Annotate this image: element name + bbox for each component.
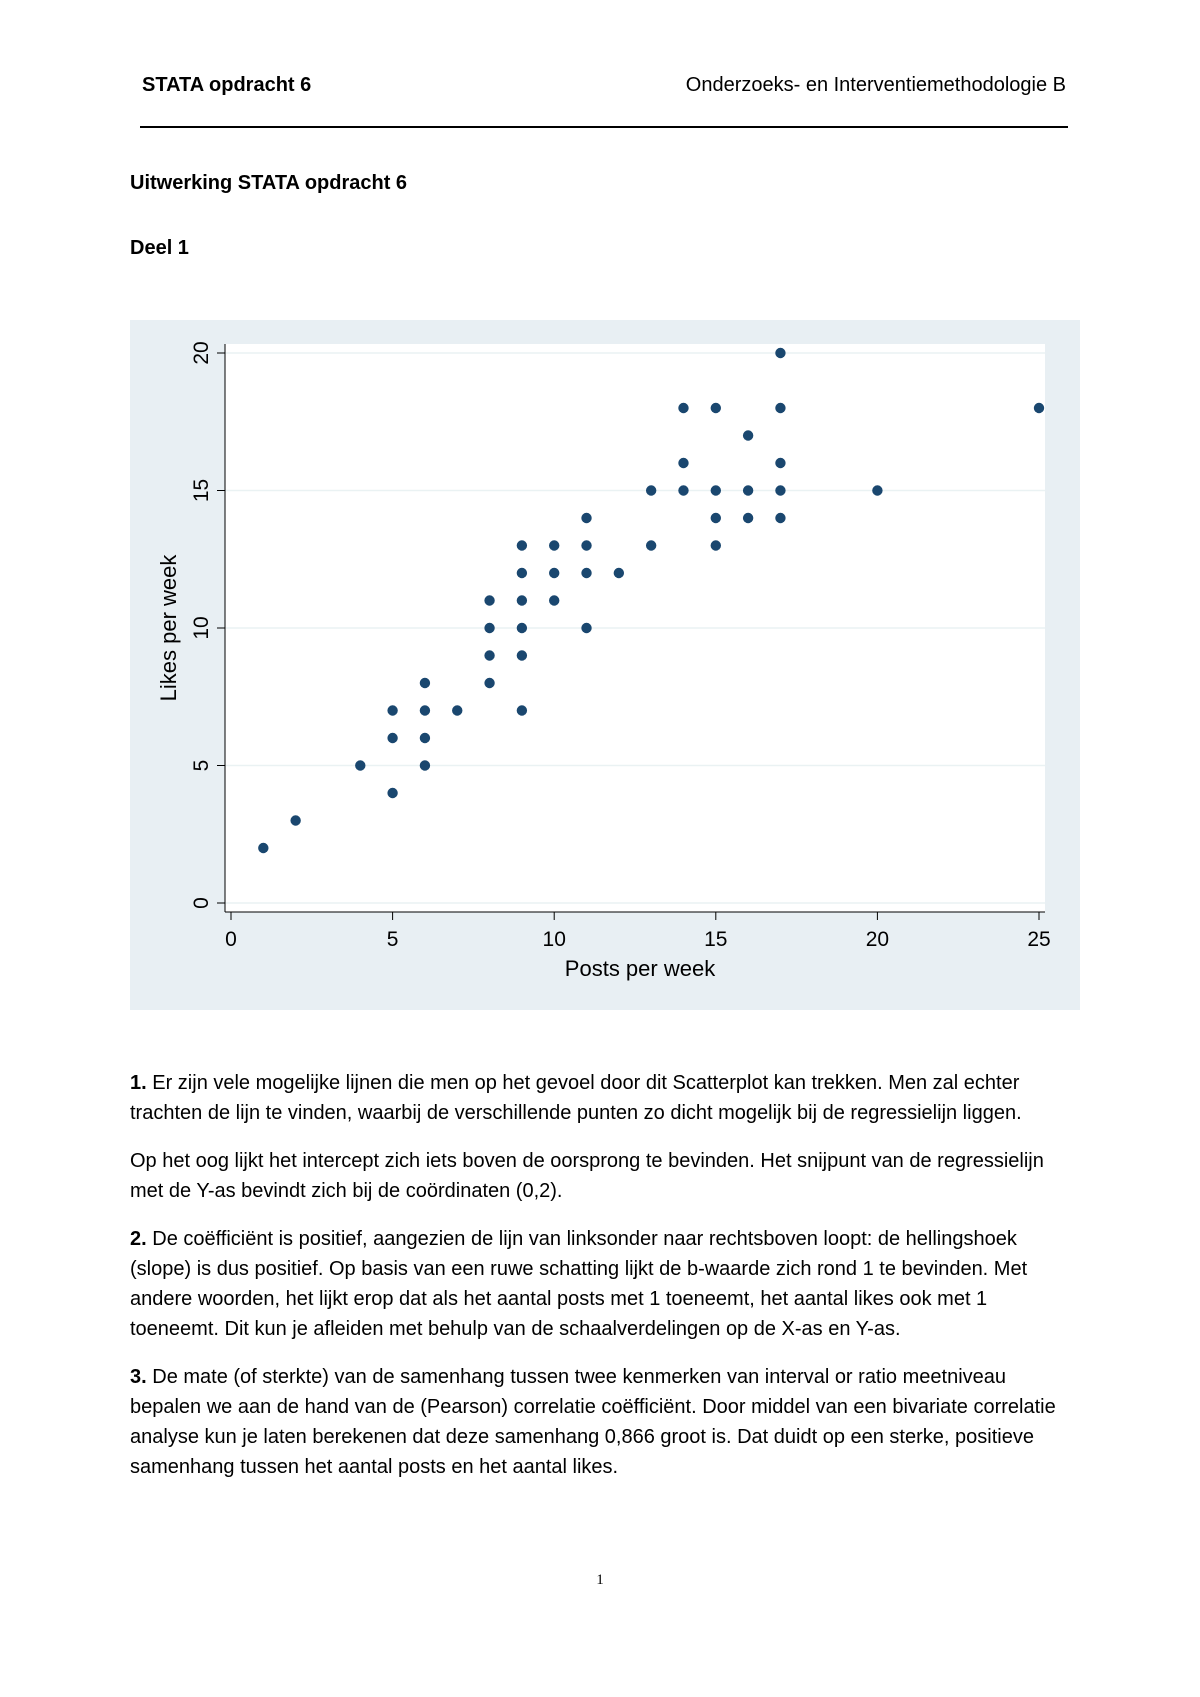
data-point bbox=[581, 540, 591, 550]
data-point bbox=[355, 760, 365, 770]
paragraph-3 bbox=[130, 1224, 1080, 1344]
paragraph-number: 2. bbox=[130, 1228, 147, 1250]
data-point bbox=[711, 540, 721, 550]
document-title: Uitwerking STATA opdracht 6 bbox=[130, 172, 408, 194]
data-point bbox=[387, 733, 397, 743]
page-number: 1 bbox=[596, 1572, 604, 1588]
data-point bbox=[517, 568, 527, 578]
x-tick-label: 5 bbox=[386, 928, 399, 951]
data-point bbox=[484, 650, 494, 660]
paragraph-4 bbox=[130, 1362, 1080, 1482]
paragraph-number: 3. bbox=[130, 1366, 147, 1388]
data-point bbox=[678, 403, 688, 413]
paragraph-text: Er zijn vele mogelijke lijnen die men op het gevoel door dit Scatterplot kan trekken. Men zal echter trachten de lijn te vinden, waarbij de verschillende punten zo dicht mogelijk bij de regressielijn liggen. bbox=[130, 1072, 1022, 1124]
paragraph-text: De coëfficiënt is positief, aangezien de lijn van linksonder naar rechtsboven loopt: de hellingshoek (slope) is dus positief. Op basis van een ruwe schatting lijkt de b-waarde zich rond 1 te bevinden. Met andere woorden, het lijkt erop dat als het aantal posts met 1 toeneemt, het aantal likes ook met 1 toeneemt. Dit kun je afleiden met behulp van de schaalverdelingen op de X-as en Y-as. bbox=[130, 1228, 1028, 1340]
header-right-course: Onderzoeks- en Interventiemethodologie B bbox=[685, 74, 1066, 96]
data-point bbox=[517, 540, 527, 550]
y-tick-label: 0 bbox=[190, 897, 213, 909]
data-point bbox=[743, 485, 753, 495]
data-point bbox=[678, 458, 688, 468]
data-point bbox=[581, 568, 591, 578]
data-point bbox=[711, 403, 721, 413]
y-tick-label: 20 bbox=[190, 341, 213, 365]
paragraph-2 bbox=[130, 1146, 1080, 1206]
data-point bbox=[484, 623, 494, 633]
header-left-title: STATA opdracht 6 bbox=[142, 74, 312, 96]
data-point bbox=[517, 623, 527, 633]
data-point bbox=[646, 540, 656, 550]
data-point bbox=[420, 760, 430, 770]
answer-text bbox=[130, 1068, 1080, 1500]
data-point bbox=[872, 485, 882, 495]
data-point bbox=[420, 678, 430, 688]
data-point bbox=[517, 595, 527, 605]
data-point bbox=[517, 650, 527, 660]
data-point bbox=[517, 705, 527, 715]
y-axis-label: Likes per week bbox=[156, 554, 181, 702]
data-point bbox=[549, 595, 559, 605]
x-tick-label: 20 bbox=[865, 928, 890, 951]
scatter-chart bbox=[130, 320, 1080, 1010]
data-point bbox=[646, 485, 656, 495]
data-point bbox=[484, 595, 494, 605]
header-divider bbox=[140, 126, 1068, 128]
y-tick-label: 10 bbox=[190, 616, 213, 640]
x-axis-label: Posts per week bbox=[564, 956, 716, 981]
section-heading: Deel 1 bbox=[130, 237, 189, 259]
data-point bbox=[711, 513, 721, 523]
data-point bbox=[775, 513, 785, 523]
data-point bbox=[678, 485, 688, 495]
data-point bbox=[711, 485, 721, 495]
data-point bbox=[549, 540, 559, 550]
data-point bbox=[743, 513, 753, 523]
data-point bbox=[387, 788, 397, 798]
y-tick-label: 5 bbox=[190, 759, 213, 772]
y-tick-label: 15 bbox=[190, 478, 213, 503]
data-point bbox=[484, 678, 494, 688]
data-point bbox=[290, 815, 300, 825]
data-point bbox=[743, 430, 753, 440]
data-point bbox=[420, 705, 430, 715]
data-point bbox=[614, 568, 624, 578]
x-tick-label: 25 bbox=[1027, 928, 1051, 951]
data-point bbox=[775, 458, 785, 468]
data-point bbox=[258, 843, 268, 853]
data-point bbox=[581, 623, 591, 633]
data-point bbox=[387, 705, 397, 715]
data-point bbox=[549, 568, 559, 578]
paragraph-number: 1. bbox=[130, 1072, 147, 1094]
data-point bbox=[1034, 403, 1044, 413]
data-point bbox=[420, 733, 430, 743]
data-point bbox=[775, 403, 785, 413]
paragraph-text: De mate (of sterkte) van de samenhang tussen twee kenmerken van interval or ratio meetniveau bepalen we aan de hand van de (Pearson) correlatie coëfficiënt. Door middel van een bivariate correlatie analyse kun je laten berekenen dat deze samenhang 0,866 groot is. Dat duidt op een sterke, positieve samenhang tussen het aantal posts en het aantal likes. bbox=[130, 1366, 1056, 1478]
data-point bbox=[581, 513, 591, 523]
paragraph-text: Op het oog lijkt het intercept zich iets boven de oorsprong te bevinden. Het snijpunt van de regressielijn met de Y-as bevindt zich bij de coördinaten (0,2). bbox=[130, 1150, 1044, 1202]
paragraph-1 bbox=[130, 1068, 1080, 1128]
scatter-chart-svg bbox=[130, 320, 1080, 1010]
data-point bbox=[775, 485, 785, 495]
x-tick-label: 0 bbox=[225, 928, 237, 951]
data-point bbox=[452, 705, 462, 715]
x-tick-label: 15 bbox=[704, 928, 728, 951]
data-point bbox=[775, 348, 785, 358]
x-tick-label: 10 bbox=[542, 928, 566, 951]
